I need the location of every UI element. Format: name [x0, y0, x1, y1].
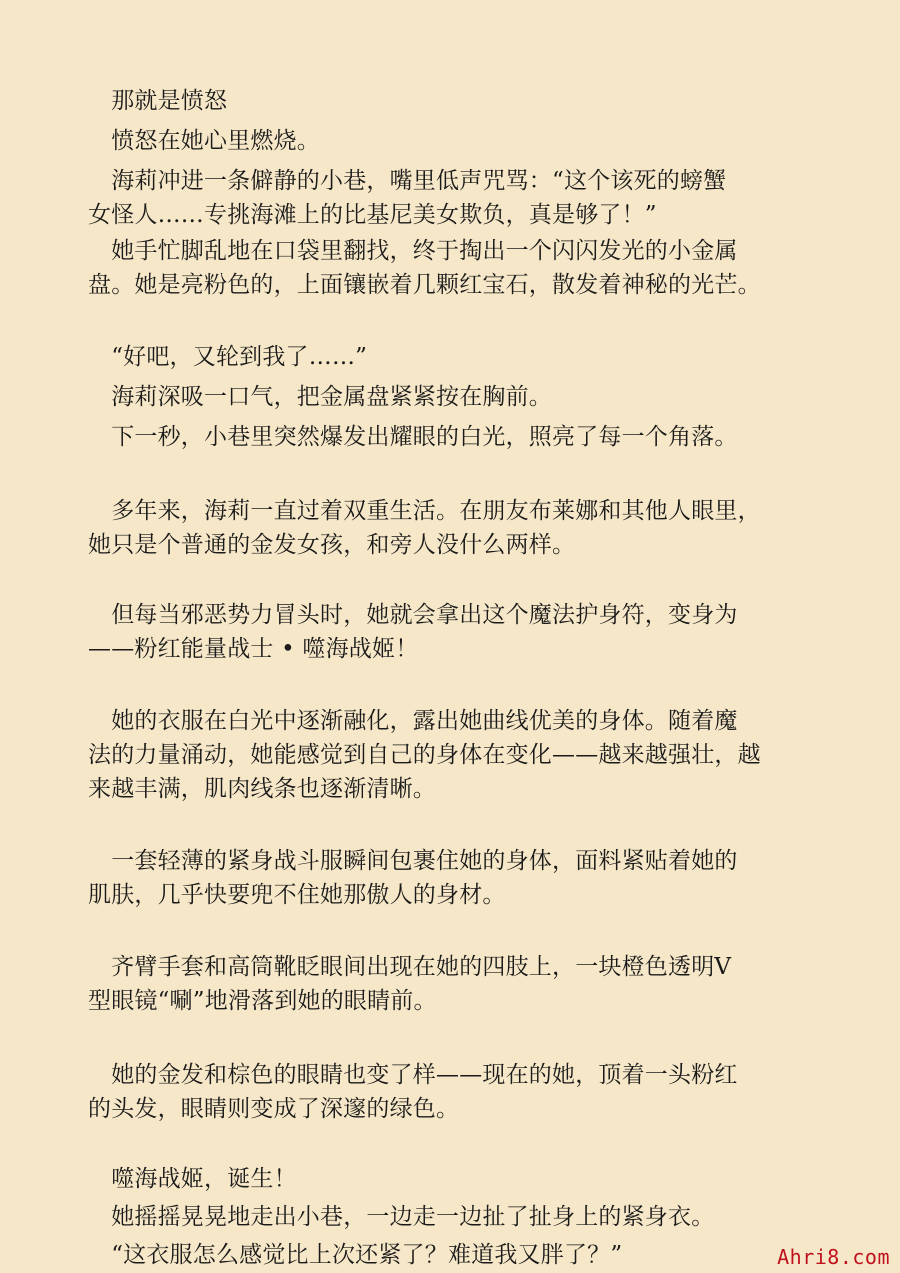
paragraph-line: “好吧，又轮到我了……” [88, 344, 368, 370]
watermark: Ahri8.com [777, 1245, 890, 1269]
paragraph-line: 她只是个普通的金发女孩，和旁人没什么两样。 [88, 532, 576, 558]
paragraph-line: 女怪人……专挑海滩上的比基尼美女欺负，真是够了！” [88, 202, 657, 228]
paragraph-line: 齐臂手套和高筒靴眨眼间出现在她的四肢上，一块橙色透明V [88, 954, 732, 980]
paragraph-line: 肌肤，几乎快要兜不住她那傲人的身材。 [88, 882, 506, 908]
paragraph-line: 她的衣服在白光中逐渐融化，露出她曲线优美的身体。随着魔 [88, 708, 738, 734]
paragraph-line: 她的金发和棕色的眼睛也变了样——现在的她，顶着一头粉红 [88, 1062, 738, 1088]
paragraph-line: 海莉冲进一条僻静的小巷，嘴里低声咒骂：“这个该死的螃蟹 [88, 168, 727, 194]
paragraph-line: 愤怒在她心里燃烧。 [88, 128, 320, 154]
paragraph-line: 但每当邪恶势力冒头时，她就会拿出这个魔法护身符，变身为 [88, 602, 738, 628]
paragraph-line: “这衣服怎么感觉比上次还紧了？难道我又胖了？” [88, 1242, 623, 1268]
paragraph-line: 型眼镜“唰”地滑落到她的眼睛前。 [88, 988, 437, 1014]
paragraph-line: 下一秒，小巷里突然爆发出耀眼的白光，照亮了每一个角落。 [88, 424, 738, 450]
paragraph-line: 盘。她是亮粉色的，上面镶嵌着几颗红宝石，散发着神秘的光芒。 [88, 272, 761, 298]
paragraph-line: 她手忙脚乱地在口袋里翻找，终于掏出一个闪闪发光的小金属 [88, 238, 738, 264]
paragraph-line: 一套轻薄的紧身战斗服瞬间包裹住她的身体，面料紧贴着她的 [88, 848, 738, 874]
paragraph-line: 来越丰满，肌肉线条也逐渐清晰。 [88, 776, 436, 802]
paragraph-line: 她摇摇晃晃地走出小巷，一边走一边扯了扯身上的紧身衣。 [88, 1204, 715, 1230]
paragraph-line: 法的力量涌动，她能感觉到自己的身体在变化——越来越强壮，越 [88, 742, 761, 768]
paragraph-line: 那就是愤怒 [88, 88, 228, 114]
paragraph-line: ——粉红能量战士 • 噬海战姬！ [88, 636, 419, 662]
paragraph-line: 多年来，海莉一直过着双重生活。在朋友布莱娜和其他人眼里， [88, 498, 761, 524]
paragraph-line: 海莉深吸一口气，把金属盘紧紧按在胸前。 [88, 384, 552, 410]
paragraph-line: 噬海战姬，诞生！ [88, 1166, 297, 1192]
paragraph-line: 的头发，眼睛则变成了深邃的绿色。 [88, 1096, 460, 1122]
